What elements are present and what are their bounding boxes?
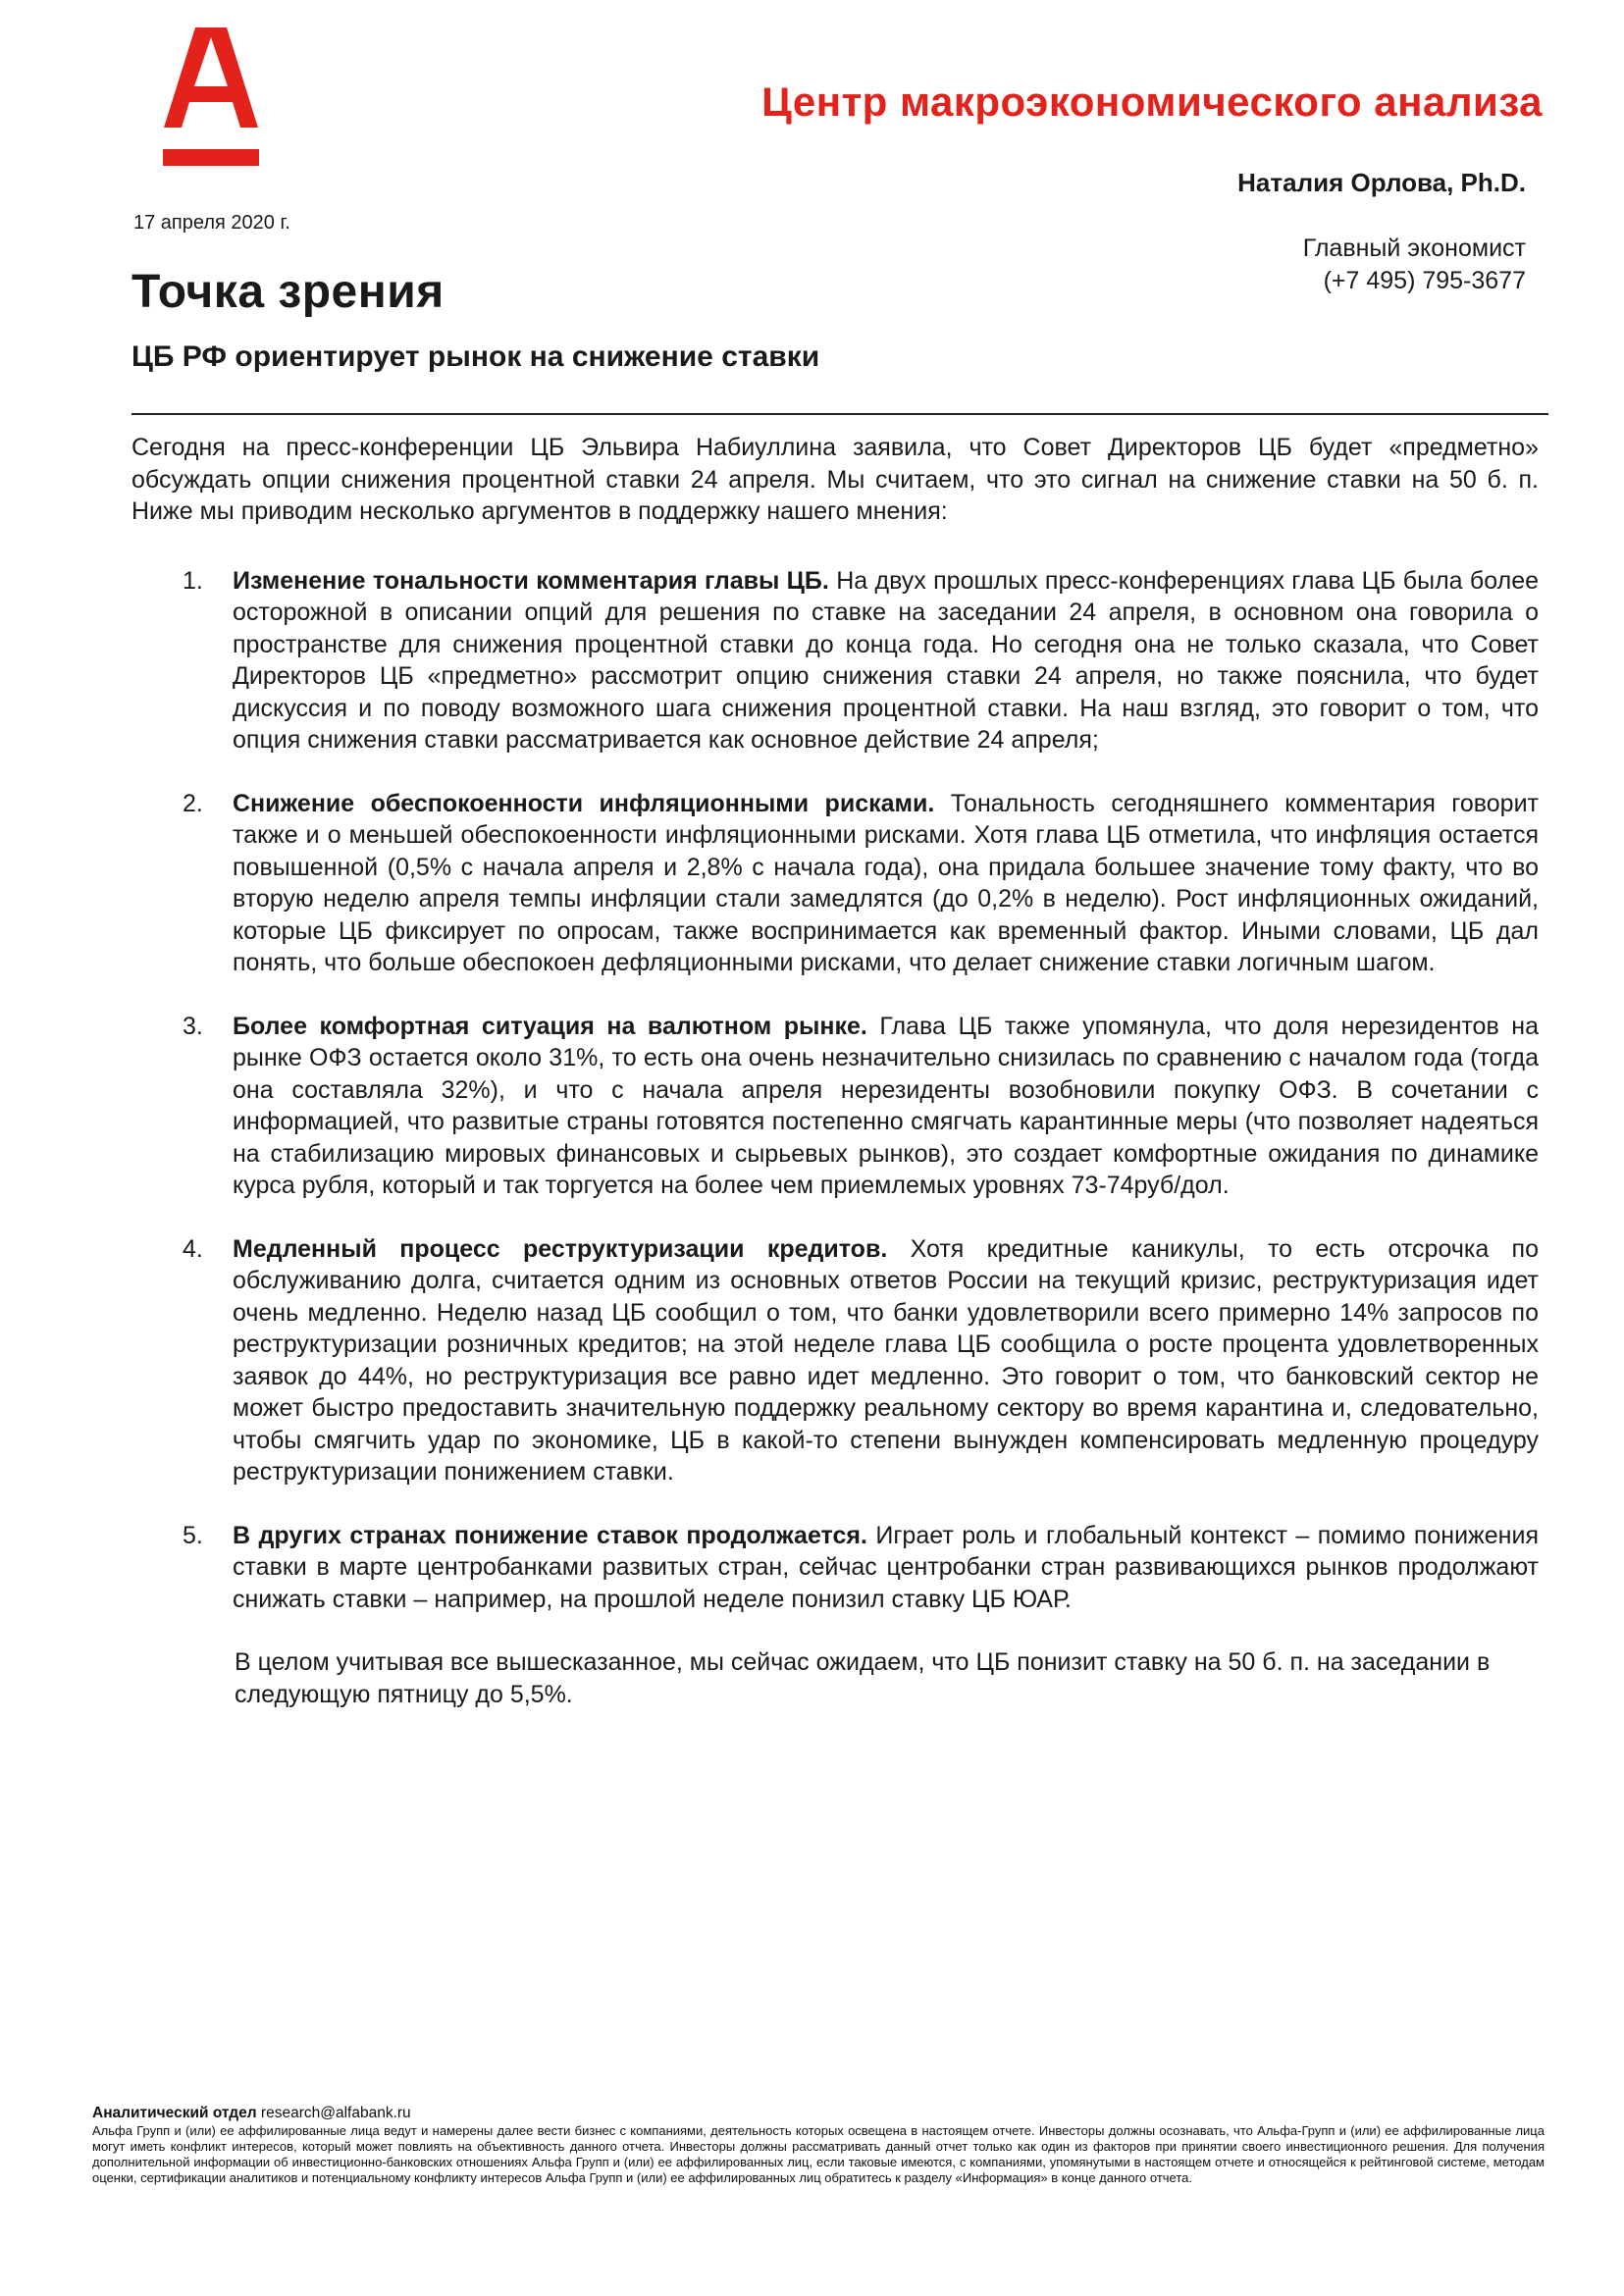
footer-disclaimer: Альфа Групп и (или) ее аффилированные лица ведут и намерены далее вести бизнес с компаниями, деятельность которых освещена в настоящем отчете. Инвесторы должны осознавать, что Альфа-Групп и (или) ее аффилированные лица могут иметь конфликт интересов, который может повлиять на объективность данного отчета. Инвесторы должны рассматривать данный отчет только как один из факторов при принятии своего инвестиционного решения. Для получения дополнительной информации об инвестиционно-банковских отношениях Альфа Групп и (или) ее аффилированных лиц, если таковые имеются, с компаниями, упомянутыми в настоящем отчете и относящейся к рейтинговой системе, методам оценки, сертификации аналитиков и потенциальному конфликту интересов Альфа Групп и (или) ее аффилированных лиц обратитесь к разделу «Информация» в конце данного отчета. [92, 2123, 1545, 2185]
list-item-number: 5. [183, 1521, 203, 1549]
author-name: Наталия Орлова, Ph.D. [1237, 168, 1526, 197]
footer [92, 2106, 1545, 2186]
conclusion-paragraph: В целом учитывая все вышесказанное, мы сейчас ожидаем, что ЦБ понизит ставку на 50 б. п. на заседании в следующую пятницу до 5,5%. [235, 1648, 1491, 1708]
author-role: Главный экономист [1302, 235, 1526, 262]
list-item-number: 1. [183, 566, 203, 595]
arguments-list [131, 565, 1539, 1616]
report-date: 17 апреля 2020 г. [133, 212, 290, 234]
footer-dept-label: Аналитический отдел [92, 2105, 261, 2121]
intro-paragraph: Сегодня на пресс-конференции ЦБ Эльвира Набиуллина заявила, что Совет Директоров ЦБ будет «предметно» обсуждать опции снижения процентной ставки 24 апреля. Мы считаем, что это сигнал на снижение ставки на 50 б. п. Ниже мы приводим несколько аргументов в поддержку нашего мнения: [131, 434, 1539, 525]
list-item-number: 2. [183, 789, 203, 817]
alfa-bank-logo-icon [163, 26, 259, 168]
author-phone: (+7 495) 795-3677 [1323, 267, 1526, 294]
list-item-heading: Медленный процесс реструктуризации кредитов. [233, 1234, 911, 1263]
list-item [131, 1233, 1539, 1488]
report-body [131, 432, 1539, 1710]
list-item-heading: В других странах понижение ставок продолжается. [233, 1521, 876, 1549]
list-item-text: Глава ЦБ также упомянула, что доля нерезидентов на рынке ОФЗ остается около 31%, то есть она очень незначительно снизилась по сравнению с началом года (тогда она составляла 32%), и что с начала апреля нерезиденты возобновили покупку ОФЗ. В сочетании с информацией, что развитые страны готовятся постепенно смягчать карантинные меры (что позволяет надеяться на стабилизацию мировых финансовых и сырьевых рынков), это создает комфортные ожидания по динамике курса рубля, который и так торгуется на более чем приемлемых уровнях 73-74руб/дол. [233, 1012, 1539, 1199]
section-title: Точка зрения [131, 266, 445, 318]
footer-email-link[interactable]: research@alfabank.ru [260, 2105, 411, 2121]
list-item-heading: Изменение тональности комментария главы ЦБ. [233, 566, 837, 595]
list-item [131, 565, 1539, 757]
footer-contact [92, 2106, 1545, 2121]
list-item [131, 1520, 1539, 1616]
header-title: Центр макроэкономического анализа [761, 78, 1543, 125]
divider [131, 413, 1548, 415]
list-item-text: На двух прошлых пресс-конференциях глава ЦБ была более осторожной в описании опций для решения по ставке на заседании 24 апреля, в основном она говорила о пространстве для снижения процентной ставки до конца года. Но сегодня она не только сказала, что Совет Директоров ЦБ «предметно» рассмотрит опцию снижения ставки 24 апреля, но также пояснила, что будет дискуссия и по поводу возможного шага снижения процентной ставки. На наш взгляд, это говорит о том, что опция снижения ставки рассматривается как основное действие 24 апреля; [233, 566, 1539, 754]
list-item-text: Тональность сегодняшнего комментария говорит также и о меньшей обеспокоенности инфляционными рисками. Хотя глава ЦБ отметила, что инфляция остается повышенной (0,5% с начала апреля и 2,8% с начала года), она придала большее значение тому факту, что во вторую неделю апреля темпы инфляции стали замедлятся (до 0,2% в неделю). Рост инфляционных ожиданий, которые ЦБ фиксирует по опросам, также воспринимается как временный фактор. Иными словами, ЦБ дал понять, что больше обеспокоен дефляционными рисками, что делает снижение ставки логичным шагом. [233, 789, 1539, 976]
list-item-text: Хотя кредитные каникулы, то есть отсрочка по обслуживанию долга, считается одним из основных ответов России на текущий кризис, реструктуризация идет очень медленно. Неделю назад ЦБ сообщил о том, что банки удовлетворили всего примерно 14% запросов по реструктуризации розничных кредитов; на этой неделе глава ЦБ сообщила о росте процента удовлетворенных заявок до 44%, но реструктуризация все равно идет медленно. Это говорит о том, что банковский сектор не может быстро предоставить значительную поддержку реальному сектору во время карантина и, следовательно, чтобы смягчить удар по экономике, ЦБ в какой-то степени вынужден компенсировать медленную процедуру реструктуризации понижением ставки. [233, 1234, 1539, 1486]
list-item-heading: Снижение обеспокоенности инфляционными рисками. [233, 789, 951, 817]
list-item [131, 788, 1539, 979]
list-item-number: 3. [183, 1012, 203, 1040]
report-subtitle: ЦБ РФ ориентирует рынок на снижение ставки [131, 340, 820, 373]
list-item-text: Играет роль и глобальный контекст – помимо понижения ставки в марте центробанками развитых стран, сейчас центробанки стран развивающихся рынков продолжают снижать ставки – например, на прошлой неделе понизил ставку ЦБ ЮАР. [233, 1521, 1539, 1613]
list-item-number: 4. [183, 1234, 203, 1263]
list-item-heading: Более комфортная ситуация на валютном рынке. [233, 1012, 880, 1040]
author-block [1237, 167, 1526, 297]
list-item [131, 1011, 1539, 1202]
